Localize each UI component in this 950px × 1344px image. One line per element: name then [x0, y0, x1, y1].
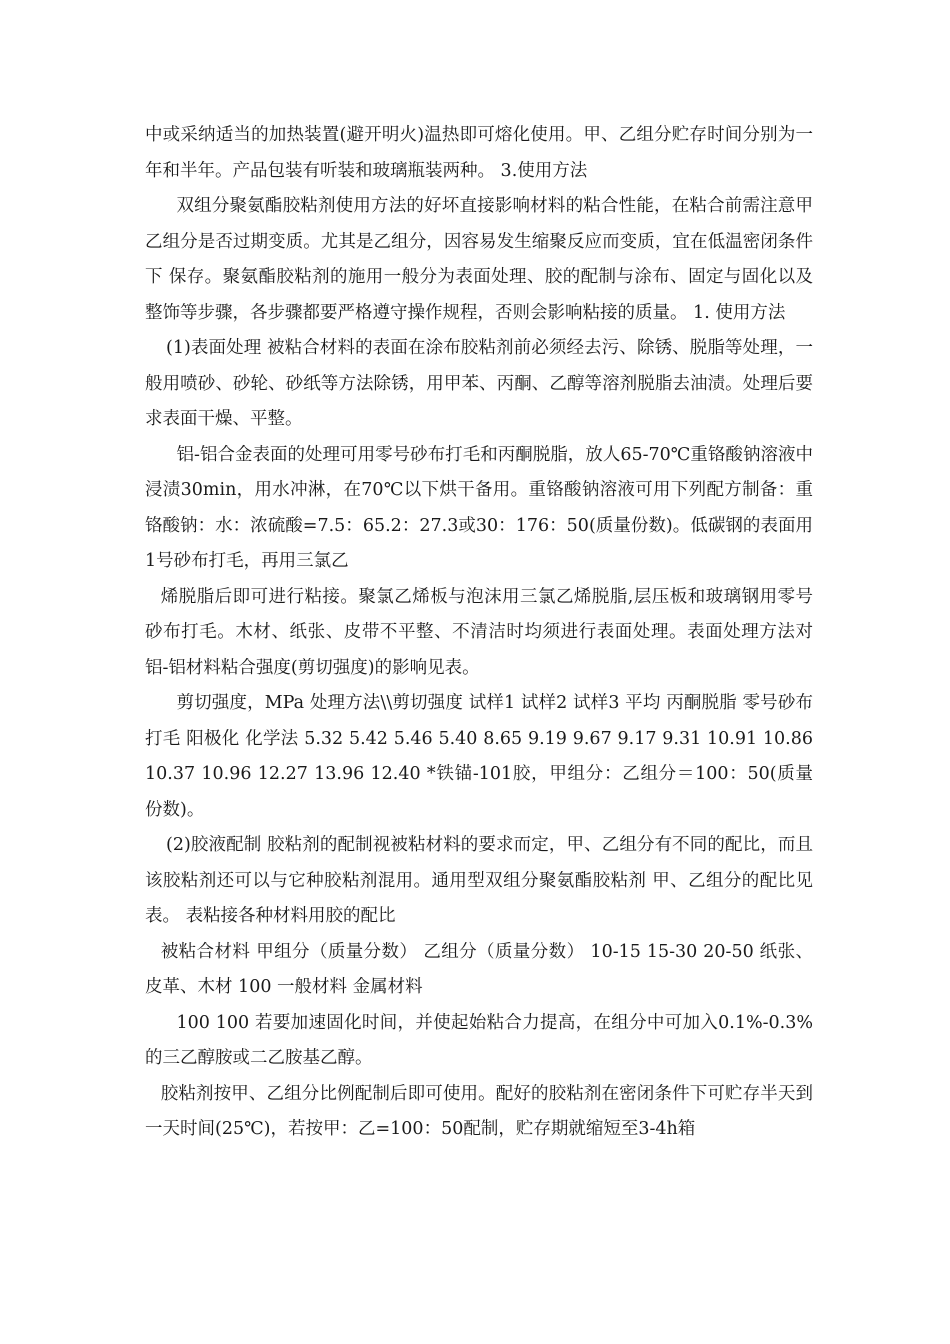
- paragraph-shelf-life: 胶粘剂按甲、乙组分比例配制后即可使用。配好的胶粘剂在密闭条件下可贮存半天到一天时间(25℃)，若按甲：乙=100：50配制，贮存期就缩短至3-4h箱: [145, 1083, 813, 1139]
- paragraph-surface-treatment: (1)表面处理 被粘合材料的表面在涂布胶粘剂前必须经去污、除锈、脱脂等处理，一般用喷砂、砂轮、砂纸等方法除锈，用甲苯、丙酮、乙醇等溶剂脱脂去油渍。处理后要求表面干燥、平整。: [145, 338, 813, 429]
- paragraph-degreasing: 烯脱脂后即可进行粘接。聚氯乙烯板与泡沫用三氯乙烯脱脂,层压板和玻璃钢用零号砂布打毛。木材、纸张、皮带不平整、不清洁时均须进行表面处理。表面处理方法对铝-铝材料粘合强度(剪切强度)的影响见表。: [145, 586, 813, 678]
- paragraph-glue-preparation: (2)胶液配制 胶粘剂的配制视被粘材料的要求而定，甲、乙组分有不同的配比，而且该胶粘剂还可以与它种胶粘剂混用。通用型双组分聚氨酯胶粘剂 甲、乙组分的配比见表。 表粘接各种材料用胶的配比: [145, 835, 813, 926]
- paragraph-curing-accelerator: 100 100 若要加速固化时间，并使起始粘合力提高，在组分中可加入0.1%-0.3%的三乙醇胺或二乙胺基乙醇。: [145, 1012, 813, 1068]
- document-body: [145, 118, 813, 1148]
- paragraph-ratio-table: 被粘合材料 甲组分（质量分数） 乙组分（质量分数） 10-15 15-30 20-50 纸张、皮革、木材 100 一般材料 金属材料: [145, 941, 813, 997]
- paragraph-aluminum-treatment: 铝-铝合金表面的处理可用零号砂布打毛和丙酮脱脂，放人65-70℃重铬酸钠溶液中浸渍30min，用水冲淋，在70℃以下烘干备用。重铬酸钠溶液可用下列配方制备：重铬酸钠：水：浓硫酸=7.5：65.2：27.3或30：176：50(质量份数)。低碳钢的表面用1号砂布打毛，再用三氯乙: [145, 444, 813, 571]
- paragraph-shear-strength-table: 剪切强度，MPa 处理方法\\剪切强度 试样1 试样2 试样3 平均 丙酮脱脂 零号砂布打毛 阳极化 化学法 5.32 5.42 5.46 5.40 8.65 9.19 9.67 9.17 9.31 10.91 10.86 10.37 10.96 12.27 13.96 12.40 *铁锚-101胶，甲组分：乙组分＝100：50(质量份数)。: [145, 693, 813, 820]
- paragraph-usage-intro: 双组分聚氨酯胶粘剂使用方法的好坏直接影响材料的粘合性能，在粘合前需注意甲乙组分是否过期变质。尤其是乙组分，因容易发生缩聚反应而变质，宜在低温密闭条件下 保存。聚氨酯胶粘剂的施用一般分为表面处理、胶的配制与涂布、固定与固化以及整饰等步骤，各步骤都要严格遵守操作规程，否则会影响粘接的质量。 1. 使用方法: [145, 196, 813, 323]
- paragraph-storage: 中或采纳适当的加热装置(避开明火)温热即可熔化使用。甲、乙组分贮存时间分别为一年和半年。产品包装有听装和玻璃瓶装两种。 3.使用方法: [145, 125, 813, 181]
